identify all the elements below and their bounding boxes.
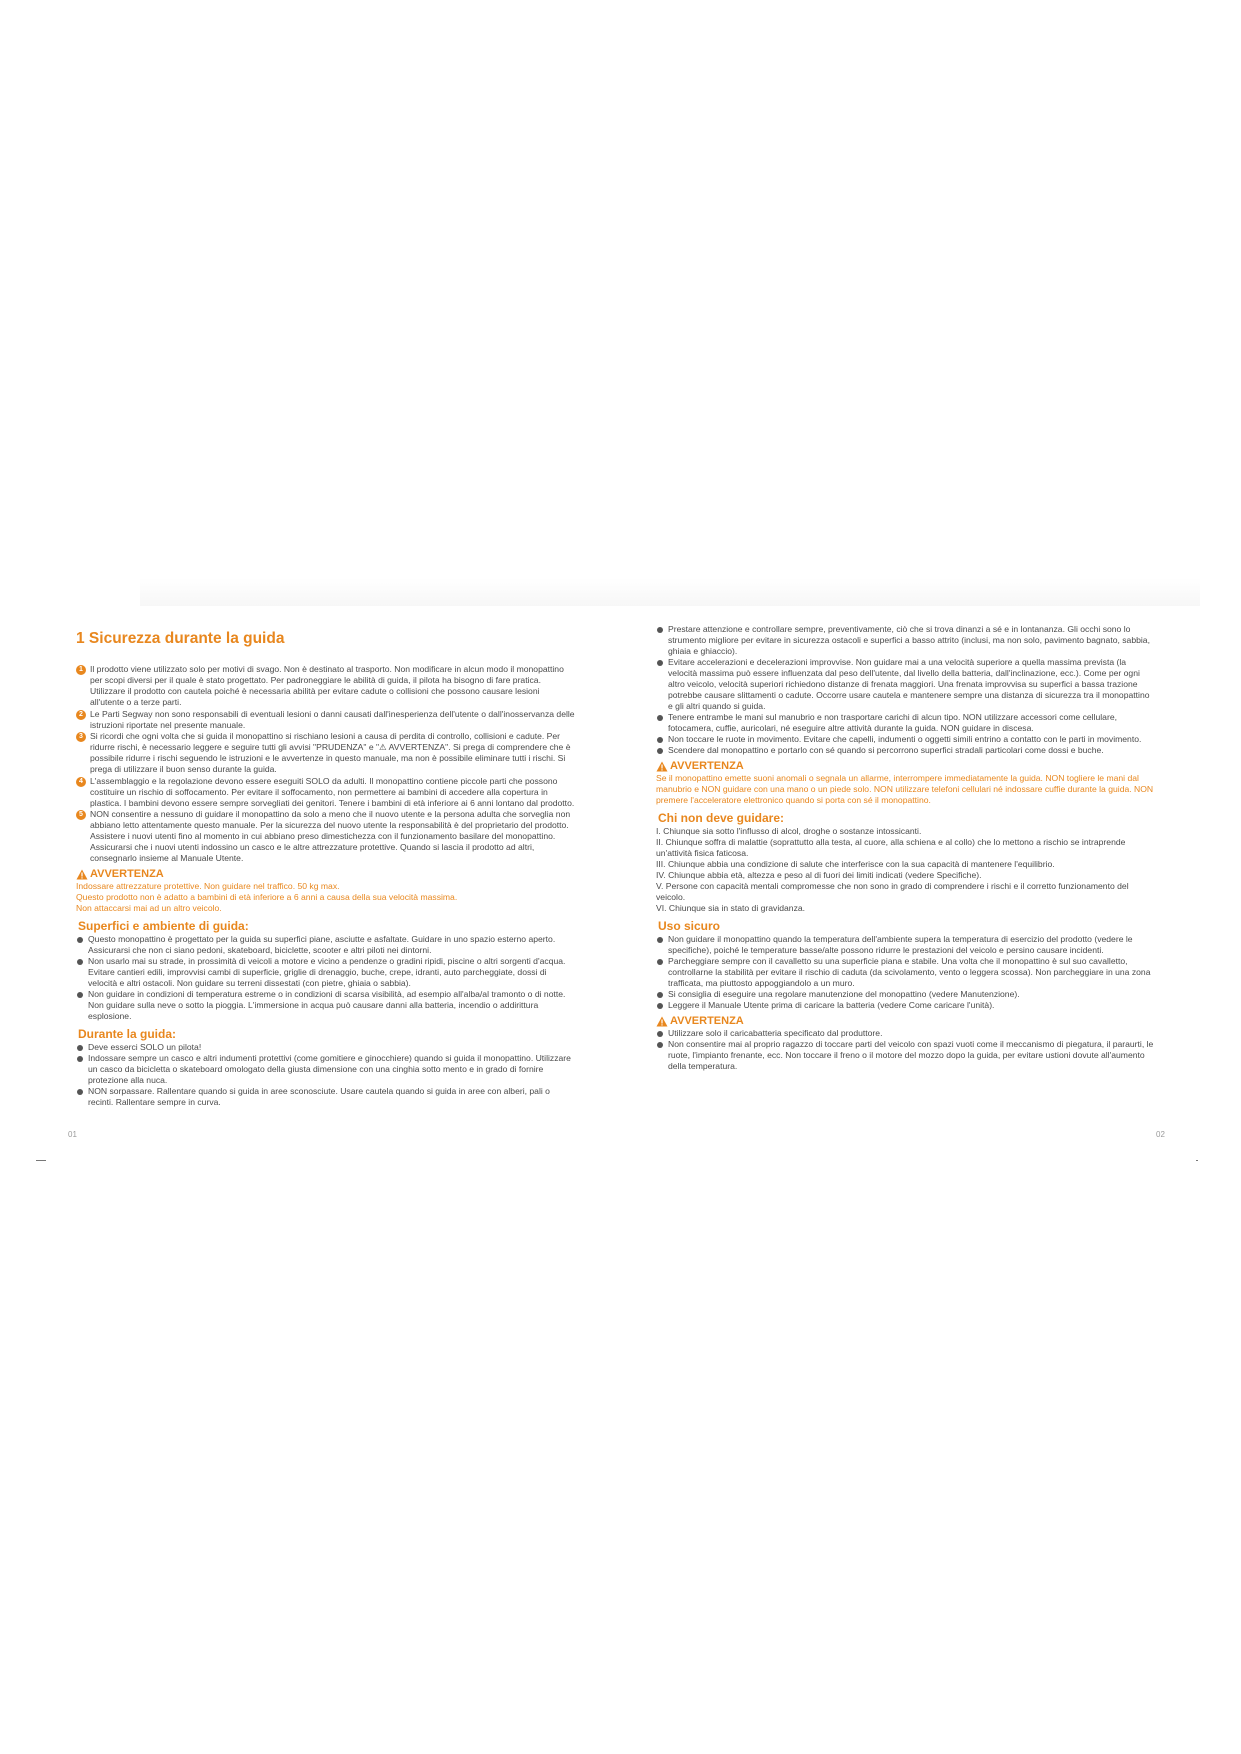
bullet-dot-icon [657, 1042, 663, 1048]
number-badge: 1 [76, 665, 86, 675]
bullet-dot-icon [657, 737, 663, 743]
bullet-item: Evitare accelerazioni e decelerazioni improvvise. Non guidare mai a una velocità superiore a quella massima prevista (la velocità massima può essere influenzata dal peso dell'utente, dal livello della batteria, dall'inclinazione, ecc.). Come per ogni altro veicolo, velocità superiori richiedono distanze di frenata maggiori. Una frenata improvvisa su superfici a bassa trazione potrebbe causare slittamenti o cadute. Occorre usare cautela e mantenere sempre una distanza di sicurezza tra il monopattino e gli altri quando si guida. [656, 657, 1156, 712]
bullet-dot-icon [77, 937, 83, 943]
bullet-dot-icon [657, 660, 663, 666]
section-heading-who: Chi non deve guidare: [658, 811, 785, 825]
bullet-dot-icon [77, 1089, 83, 1095]
warning-heading: AVVERTENZA [656, 1014, 1156, 1028]
numbered-item: 5 NON consentire a nessuno di guidare il monopattino da solo a meno che il nuovo utente e la persona adulta che sorveglia non abbiano letto attentamente questo manuale. Per la sicurezza del nuovo utente la responsabilità è del proprietario del prodotto. Assistere i nuovi utenti fino al momento in cui abbiano preso dimestichezza con il funzionamento basilare del monopattino. Assicurarsi che i nuovi utenti indossino un casco e le altre attrezzature protettive. Quando si lascia il prodotto ad altri, consegnarlo insieme al Manuale Utente. [76, 809, 576, 864]
bullet-dot-icon [77, 1045, 83, 1051]
bullet-item: Indossare sempre un casco e altri indumenti protettivi (come gomitiere e ginocchiere) quando si guida il monopattino. Utilizzare un casco da bicicletta o skateboard omologato della giusta dimensione con una cinghia sotto mento e in grado di fornire protezione alla nuca. [76, 1053, 576, 1086]
bullet-item: NON sorpassare. Rallentare quando si guida in aree sconosciute. Usare cautela quando si guida in aree con alberi, pali o recinti. Rallentare sempre in curva. [76, 1086, 576, 1108]
bullet-dot-icon [657, 1003, 663, 1009]
number-badge: 5 [76, 810, 86, 820]
warning-triangle-icon [76, 869, 88, 880]
bullet-item: Questo monopattino è progettato per la guida su superfici piane, asciutte e asfaltate. Guidare in uno spazio esterno aperto. Assicurarsi che non ci siano pedoni, skateboard, biciclette, scooter e altri piloti nei dintorni. [76, 934, 576, 956]
list-line: VI. Chiunque sia in stato di gravidanza. [656, 903, 806, 913]
bullet-item: Non consentire mai al proprio ragazzo di toccare parti del veicolo con spazi vuoti come il meccanismo di piegatura, il paraurti, le ruote, l'impianto frenante, ecc. Non toccare il freno o il motore del mozzo dopo la guida, per evitare ustioni dovute all'aumento della temperatura. [656, 1039, 1156, 1072]
warning-heading: AVVERTENZA [656, 759, 1156, 773]
bullet-item: Non guidare in condizioni di temperatura estreme o in condizioni di scarsa visibilità, ad esempio all'alba/al tramonto o di notte. Non guidare sulla neve o sotto la pioggia. L'immersione in acqua può causare danni alla batteria, incendio o addirittura esplosione. [76, 989, 576, 1022]
list-line: IV. Chiunque abbia età, altezza e peso al di fuori dei limiti indicati (vedere Specifiche). [656, 870, 982, 880]
warning-triangle-icon [656, 1016, 668, 1027]
bullet-item: Scendere dal monopattino e portarlo con sé quando si percorrono superfici stradali particolari come dossi e buche. [656, 745, 1156, 756]
section-heading-safe-use: Uso sicuro [658, 919, 721, 933]
bullet-dot-icon [657, 748, 663, 754]
page-shadow-band [140, 578, 1200, 606]
bullet-item: Parcheggiare sempre con il cavalletto su una superficie piana e stabile. Una volta che il monopattino è sul suo cavalletto, controllarne la stabilità per evitare il rischio di caduta (da scivolamento, vento o leggera scossa). Non parcheggiare in una zona trafficata, ma piuttosto appoggiandolo a un muro. [656, 956, 1156, 989]
page-title: 1 Sicurezza durante la guida [76, 630, 285, 647]
list-line: V. Persone con capacità mentali compromesse che non sono in grado di comprendere i rischi e il corretto funzionamento del veicolo. [656, 881, 1129, 902]
bullet-item: Tenere entrambe le mani sul manubrio e non trasportare carichi di alcun tipo. NON utilizzare accessori come cellulare, fotocamera, cuffie, auricolari, né eseguire altre attività durante la guida. NON guidare in discesa. [656, 712, 1156, 734]
bullet-item: Leggere il Manuale Utente prima di caricare la batteria (vedere Come caricare l'unità). [656, 1000, 1156, 1011]
bullet-item: Utilizzare solo il caricabatteria specificato dal produttore. [656, 1028, 1156, 1039]
bullet-item: Deve esserci SOLO un pilota! [76, 1042, 576, 1053]
list-line: III. Chiunque abbia una condizione di salute che interferisce con la sua capacità di mantenere l'equilibrio. [656, 859, 1055, 869]
number-badge: 4 [76, 777, 86, 787]
numbered-item: 3 Si ricordi che ogni volta che si guida il monopattino si rischiano lesioni a causa di perdita di controllo, collisioni e cadute. Per ridurre rischi, è necessario leggere e seguire tutti gli avvisi "PRUDENZA" e "⚠ AVVERTENZA". Si prega di comprendere che è possibile ridurre i rischi seguendo le istruzioni e le avvertenze in questo manuale, ma non è possibile eliminare tutti i rischi. Si prega di utilizzare il buon senso durante la guida. [76, 731, 576, 775]
warning-line: Non attaccarsi mai ad un altro veicolo. [76, 903, 222, 913]
section-heading-surfaces: Superfici e ambiente di guida: [78, 919, 249, 933]
bullet-item: Non guidare il monopattino quando la temperatura dell'ambiente supera la temperatura di esercizio del prodotto (vedere le specifiche), poiché le temperature basse/alte possono ridurre le prestazioni del veicolo e persino causare incidenti. [656, 934, 1156, 956]
bullet-item: Non usarlo mai su strade, in prossimità di veicoli a motore e vicino a pendenze o gradini ripidi, piscine o altri sorgenti d'acqua. Evitare cantieri edili, improvvisi cambi di superficie, griglie di drenaggio, buche, crepe, idranti, auto parcheggiate, dossi di velocità e altri ostacoli. Non guidare su terreni dissestati (con pietre, ghiaia o sabbia). [76, 956, 576, 989]
number-badge: 2 [76, 710, 86, 720]
warning-line: Questo prodotto non è adatto a bambini di età inferiore a 6 anni a causa della sua velocità massima. [76, 892, 458, 902]
right-page [656, 624, 1156, 1072]
page-number-right: 02 [1156, 1130, 1165, 1139]
page-number-left: 01 [68, 1130, 77, 1139]
bullet-dot-icon [77, 959, 83, 965]
warning-triangle-icon [656, 761, 668, 772]
list-line: I. Chiunque sia sotto l'influsso di alcol, droghe o sostanze intossicanti. [656, 826, 922, 836]
bullet-dot-icon [657, 959, 663, 965]
warning-text: Se il monopattino emette suoni anomali o segnala un allarme, interrompere immediatamente la guida. NON togliere le mani dal manubrio e NON guidare con una mano o un piede solo. NON utilizzare telefoni cellulari né indossare cuffie durante la guida. NON premere l'acceleratore elettronico quando si porta con sé il monopattino. [656, 773, 1154, 805]
numbered-item: 2 Le Parti Segway non sono responsabili di eventuali lesioni o danni causati dall'inesperienza dell'utente o dall'inosservanza delle istruzioni riportate nel presente manuale. [76, 709, 576, 731]
section-heading-during: Durante la guida: [78, 1027, 177, 1041]
numbered-item: 1 Il prodotto viene utilizzato solo per motivi di svago. Non è destinato al trasporto. Non modificare in alcun modo il monopattino per scopi diversi per il quale è stato progettato. Per padroneggiare le abilità di guida, il pilota ha bisogno di fare pratica. Utilizzare il prodotto con cautela poiché è necessaria abilità per evitare cadute o collisioni che possono causare lesioni all'utente o a terze parti. [76, 664, 576, 708]
bullet-dot-icon [77, 992, 83, 998]
bullet-item: Non toccare le ruote in movimento. Evitare che capelli, indumenti o oggetti simili entrino a contatto con le parti in movimento. [656, 734, 1156, 745]
bullet-dot-icon [77, 1056, 83, 1062]
left-page [76, 624, 576, 1108]
number-badge: 3 [76, 732, 86, 742]
bullet-item: Si consiglia di eseguire una regolare manutenzione del monopattino (vedere Manutenzione). [656, 989, 1156, 1000]
numbered-item: 4 L'assemblaggio e la regolazione devono essere eseguiti SOLO da adulti. Il monopattino contiene piccole parti che possono costituire un rischio di soffocamento. Per evitare il soffocamento, non permettere ai bambini di accedere alla copertura in plastica. I bambini devono essere sempre sorvegliati dei genitori. Tenere i bambini di età inferiore ai 6 anni lontano dal prodotto. [76, 776, 576, 809]
bullet-item: Prestare attenzione e controllare sempre, preventivamente, ciò che si trova dinanzi a sé e in lontananza. Gli occhi sono lo strumento migliore per evitare in sicurezza ostacoli e superfici a basso attrito (inclusi, ma non solo, pavimento bagnato, sabbia, ghiaia e ghiaccio). [656, 624, 1156, 657]
crop-mark [1196, 1160, 1198, 1161]
bullet-dot-icon [657, 992, 663, 998]
crop-mark [36, 1160, 46, 1161]
list-line: II. Chiunque soffra di malattie (soprattutto alla testa, al cuore, alla schiena e al collo) che lo mettono a rischio se intraprende un'attività fisica faticosa. [656, 837, 1126, 858]
bullet-dot-icon [657, 1031, 663, 1037]
warning-line: Indossare attrezzature protettive. Non guidare nel traffico. 50 kg max. [76, 881, 340, 891]
bullet-dot-icon [657, 715, 663, 721]
warning-heading: AVVERTENZA [76, 867, 576, 881]
bullet-dot-icon [657, 627, 663, 633]
bullet-dot-icon [657, 937, 663, 943]
